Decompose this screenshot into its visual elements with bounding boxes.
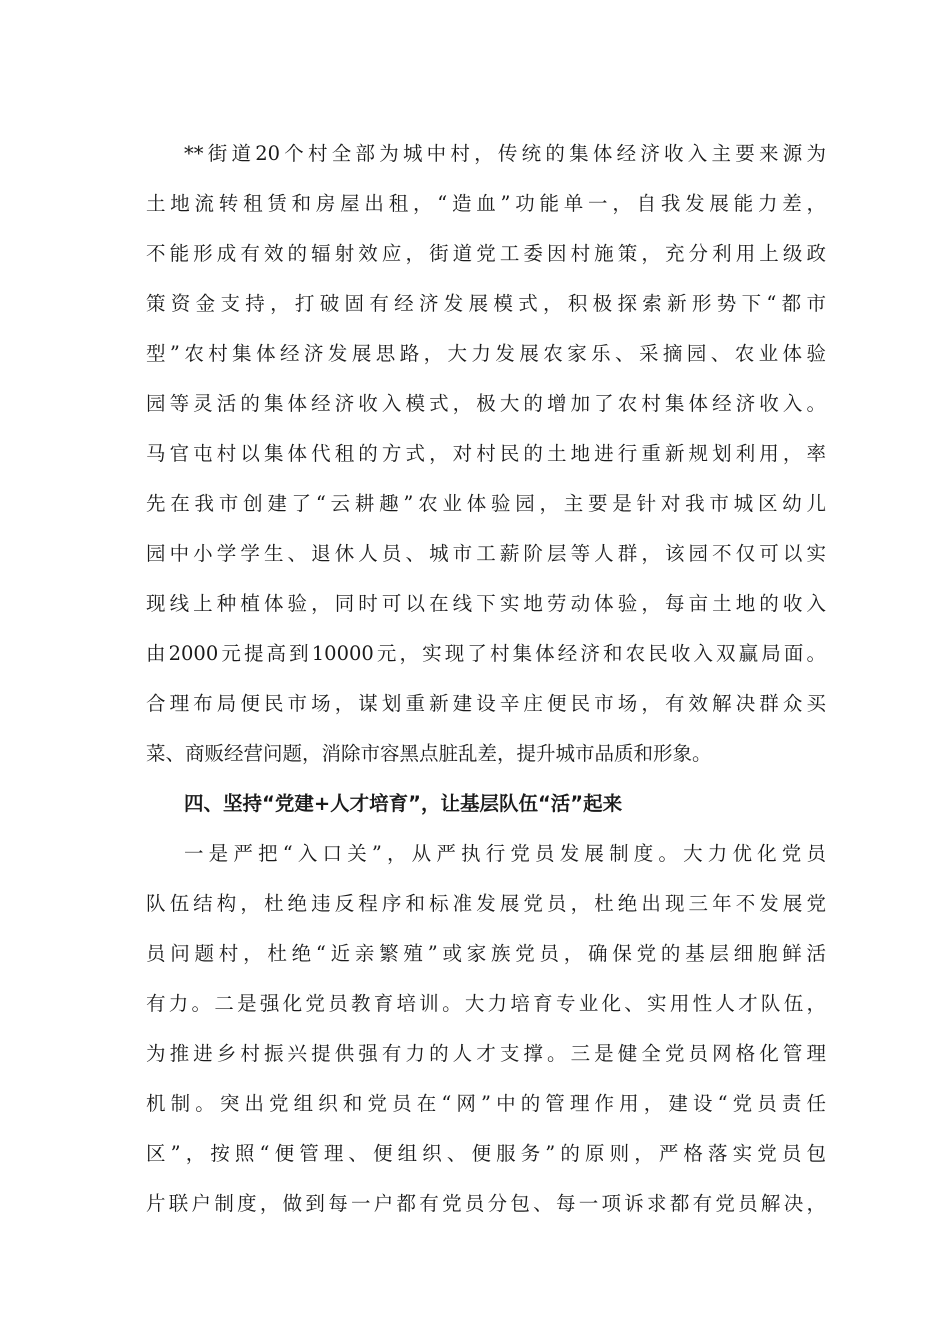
paragraph-1-line-8: 先在我市创建了“云耕趣”农业体验园，主要是针对我市城区幼儿	[146, 492, 826, 515]
paragraph-1-line-4: 策资金支持，打破固有经济发展模式，积极探索新形势下“都市	[146, 292, 826, 315]
paragraph-1-line-1: **街道20个村全部为城中村，传统的集体经济收入主要来源为	[184, 142, 826, 165]
paragraph-1-line-5: 型”农村集体经济发展思路，大力发展农家乐、采摘园、农业体验	[146, 342, 826, 365]
paragraph-1-line-3: 不能形成有效的辐射效应，街道党工委因村施策，充分利用上级政	[146, 242, 826, 265]
paragraph-2-line-5: 为推进乡村振兴提供强有力的人才支撑。三是健全党员网格化管理	[146, 1042, 826, 1065]
paragraph-1-line-13: 菜、商贩经营问题，消除市容黑点脏乱差，提升城市品质和形象。	[146, 742, 712, 765]
paragraph-2-line-1: 一是严把“入口关”，从严执行党员发展制度。大力优化党员	[184, 842, 826, 865]
paragraph-2-line-2: 队伍结构，杜绝违反程序和标准发展党员，杜绝出现三年不发展党	[146, 892, 826, 915]
paragraph-1-line-9: 园中小学学生、退休人员、城市工薪阶层等人群，该园不仅可以实	[146, 542, 826, 565]
section-heading-4: 四、坚持“党建+人才培育”，让基层队伍“活”起来	[184, 792, 623, 815]
paragraph-1-line-6: 园等灵活的集体经济收入模式，极大的增加了农村集体经济收入。	[146, 392, 826, 415]
paragraph-2-line-8: 片联户制度，做到每一户都有党员分包、每一项诉求都有党员解决，	[146, 1192, 826, 1215]
paragraph-2-line-6: 机制。突出党组织和党员在“网”中的管理作用，建设“党员责任	[146, 1092, 826, 1115]
paragraph-1-line-10: 现线上种植体验，同时可以在线下实地劳动体验，每亩土地的收入	[146, 592, 826, 615]
paragraph-2-line-7: 区”，按照“便管理、便组织、便服务”的原则，严格落实党员包	[146, 1142, 826, 1165]
paragraph-2-line-3: 员问题村，杜绝“近亲繁殖”或家族党员，确保党的基层细胞鲜活	[146, 942, 826, 965]
paragraph-1-line-12: 合理布局便民市场，谋划重新建设辛庄便民市场，有效解决群众买	[146, 692, 826, 715]
paragraph-1-line-11: 由2000元提高到10000元，实现了村集体经济和农民收入双赢局面。	[146, 642, 826, 665]
paragraph-1-line-2: 土地流转租赁和房屋出租，“造血”功能单一，自我发展能力差，	[146, 192, 826, 215]
paragraph-1-line-7: 马官屯村以集体代租的方式，对村民的土地进行重新规划利用，率	[146, 442, 826, 465]
paragraph-2-line-4: 有力。二是强化党员教育培训。大力培育专业化、实用性人才队伍，	[146, 992, 826, 1015]
